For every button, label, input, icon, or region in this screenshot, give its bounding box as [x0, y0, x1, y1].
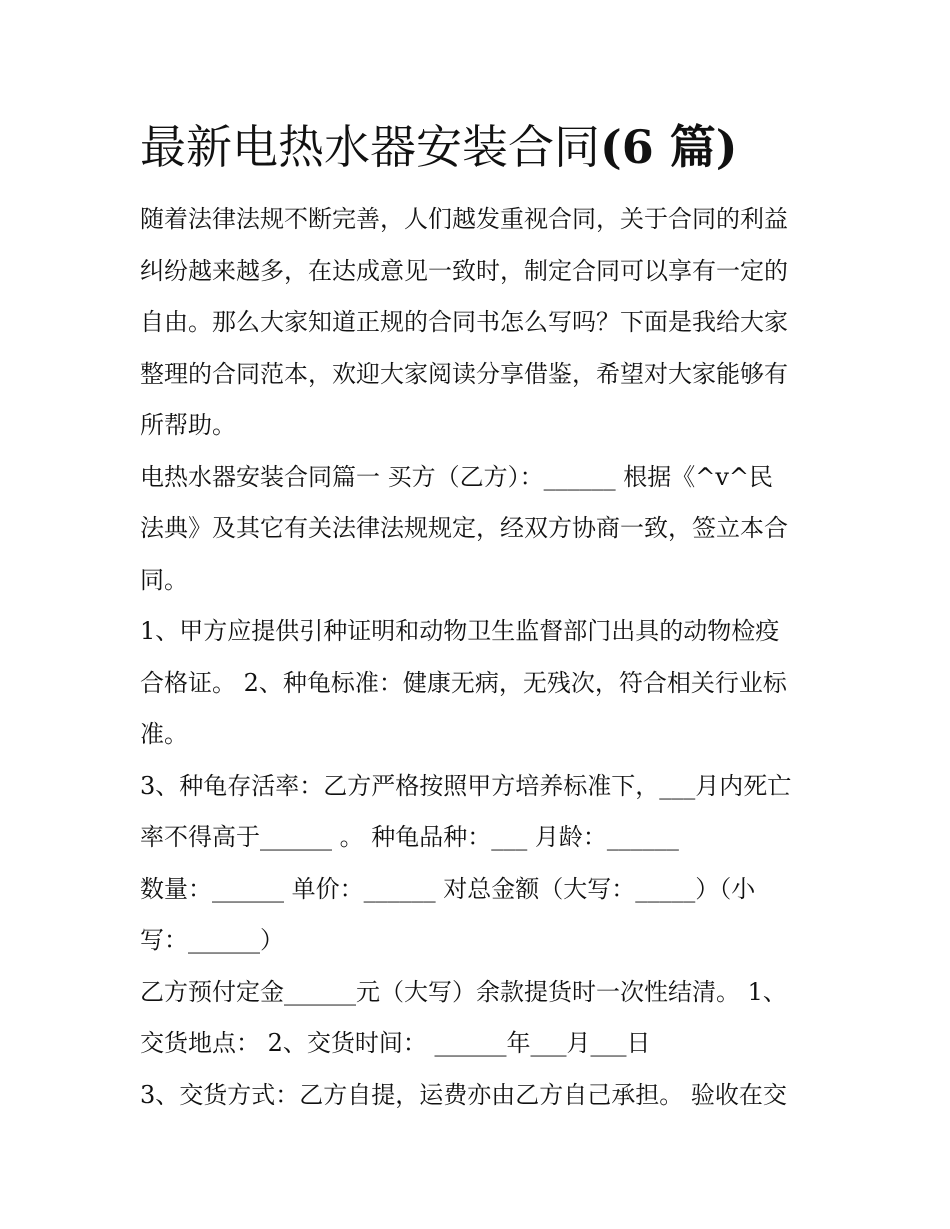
- text-line: 3、交货方式：乙方自提，运费亦由乙方自己承担。 验收在交: [140, 1080, 787, 1109]
- document-title-suffix: (6 篇): [600, 120, 738, 174]
- document-title: [140, 112, 820, 182]
- text-line: 法典》及其它有关法律法规规定，经双方协商一致，签立本合: [140, 514, 788, 542]
- text-line: 纠纷越来越多，在达成意见一致时，制定合同可以享有一定的: [140, 256, 788, 285]
- text-line: 1、甲方应提供引种证明和动物卫生监督部门出具的动物检疫: [140, 617, 780, 645]
- text-line: 自由。那么大家知道正规的合同书怎么写吗？下面是我给大家: [140, 308, 788, 336]
- clause-paragraph-3: [140, 761, 820, 967]
- text-line: 准。: [140, 720, 188, 748]
- text-line: 写：______）: [140, 926, 284, 954]
- text-line: 整理的合同范本，欢迎大家阅读分享借鉴，希望对大家能够有: [140, 359, 788, 388]
- text-line: 交货地点： 2、交货时间： ______年___月___日: [140, 1029, 651, 1057]
- document-title-main: 最新电热水器安装合同: [140, 120, 600, 174]
- text-line: 电热水器安装合同篇一 买方（乙方）：______ 根据《^v^民: [140, 462, 774, 491]
- delivery-paragraph: [140, 1070, 820, 1122]
- document-page: [140, 112, 820, 1121]
- intro-paragraph: [140, 194, 820, 452]
- text-line: 所帮助。: [140, 411, 236, 439]
- text-line: 合格证。 2、种龟标准：健康无病，无残次，符合相关行业标: [140, 668, 787, 697]
- text-line: 乙方预付定金______元（大写）余款提货时一次性结清。 1、: [140, 977, 787, 1006]
- contract-intro-paragraph: [140, 452, 820, 607]
- text-line: 3、种龟存活率：乙方严格按照甲方培养标准下，___月内死亡: [140, 771, 792, 800]
- payment-paragraph: [140, 967, 820, 1070]
- text-line: 同。: [140, 565, 188, 594]
- text-line: 数量：______ 单价：______ 对总金额（大写：_____）（小: [140, 874, 756, 903]
- text-line: 随着法律法规不断完善，人们越发重视合同，关于合同的利益: [140, 205, 788, 233]
- clause-paragraph-1: [140, 606, 820, 761]
- text-line: 率不得高于______ 。 种龟品种：___ 月龄：______: [140, 823, 679, 851]
